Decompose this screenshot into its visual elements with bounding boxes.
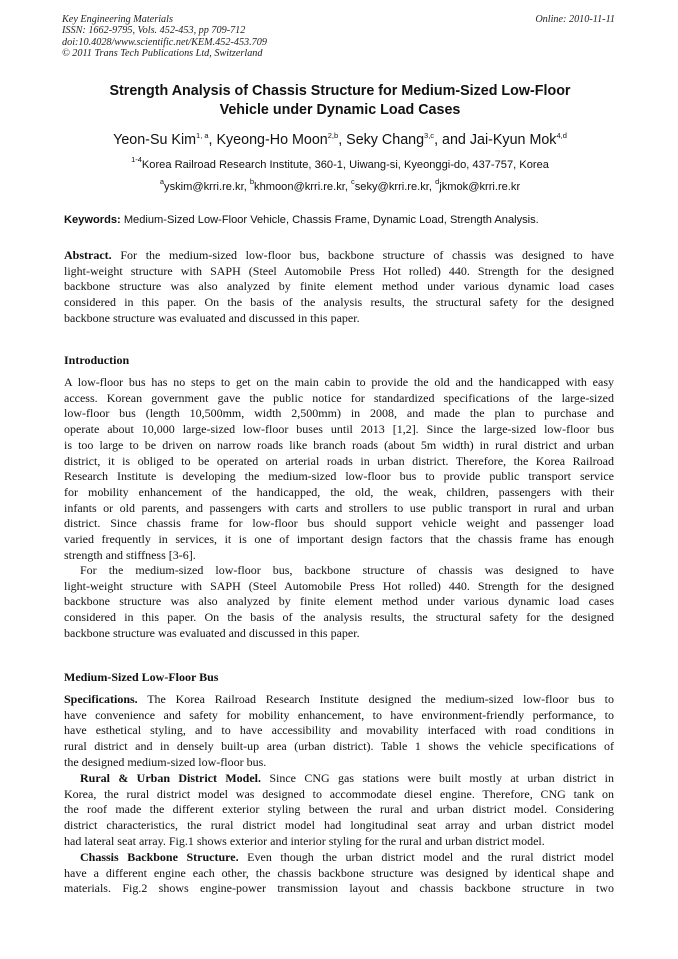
author-sup: 2,b xyxy=(327,131,339,140)
section-heading-bus: Medium-Sized Low-Floor Bus xyxy=(64,670,219,684)
text-line: have convenience and safety for mobility enhancement, to have environment-friendly performance, to xyxy=(64,707,614,722)
text-line: for mobility enhancement of the handicapped, the old, the weak, children, passengers with their xyxy=(64,484,614,499)
text-line: infants or old parents, and passengers with carts and strollers to use public transport in rural and urban xyxy=(64,500,614,515)
email-sup: c xyxy=(351,177,355,186)
text-line: have a different engine each other, the chassis backbone structure was designed by identical shape and xyxy=(64,865,614,880)
author-name: Jai-Kyun Mok xyxy=(469,132,557,148)
text-line xyxy=(64,850,614,866)
text-line: operate about 10,000 large-sized low-floor buses until 2013 [1,2]. Since the large-sized low-floor bus xyxy=(64,422,614,437)
text-line xyxy=(64,771,614,787)
text-line: rural district and in densely built-up area (urban district). Table 1 shows the vehicle specifications of xyxy=(64,739,614,754)
abstract-line xyxy=(64,248,614,264)
title-line: Strength Analysis of Chassis Structure for Medium-Sized Low-Floor xyxy=(109,83,571,99)
text-line: access. Korean government gave the public notice for standardized specifications of the large-sized xyxy=(64,390,614,405)
text-line: the roof made the different exterior styling between the rural and urban district model. Considering xyxy=(64,802,614,817)
section-heading-introduction: Introduction xyxy=(64,353,130,367)
online-date: Online: 2010-11-11 xyxy=(535,14,615,25)
rural-urban-label: Rural & Urban District Model. xyxy=(80,771,261,785)
rural-urban-paragraph xyxy=(64,771,614,850)
keywords xyxy=(64,213,539,227)
text-line: varied frequently in services, it is one of important design factors that the chassis frame has enough xyxy=(64,532,614,547)
keywords-label: Keywords: xyxy=(64,214,121,226)
email-address[interactable]: khmoon@krri.re.kr xyxy=(254,181,345,193)
text-line: is too large to be driven on narrow roads like branch roads (about 5m width) in rural district and urban xyxy=(64,437,614,452)
specifications-label: Specifications. xyxy=(64,692,138,706)
author-sup: 3,c xyxy=(424,131,435,140)
abstract-line: light-weight structure with SAPH (Steel Automobile Press Hot rolled) 440. Strength for the designed xyxy=(64,263,614,278)
text-line: district, it is obliged to be operated on arterial roads in urban district. Therefore, the Korea Railroad xyxy=(64,453,614,468)
text-line: have esthetical styling, and to have accessibility and movability interfaced with road conditions in xyxy=(64,723,614,738)
text-line: light-weight structure with SAPH (Steel Automobile Press Hot rolled) 440. Strength for the designed xyxy=(64,578,614,593)
title-line: Vehicle under Dynamic Load Cases xyxy=(219,102,461,118)
abstract-text: For the medium-sized low-floor bus, backbone structure of chassis was designed to have xyxy=(120,248,615,262)
text-line xyxy=(64,692,614,708)
abstract-line: backbone structure was also analyzed by finite element method under various dynamic load cases xyxy=(64,279,614,294)
author-name: Kyeong-Ho Moon xyxy=(216,132,328,148)
journal-issn: ISSN: 1662-9795, Vols. 452-453, pp 709-712 xyxy=(62,25,246,37)
text-line: backbone structure was also analyzed by finite element method under various dynamic load cases xyxy=(64,594,614,609)
author-name: Yeon-Su Kim xyxy=(113,132,197,148)
text-line: strength and stiffness [3-6]. xyxy=(64,547,196,562)
author-list xyxy=(40,131,640,149)
text-line: materials. Fig.2 shows engine-power transmission layout and chassis backbone structure in two xyxy=(64,881,614,896)
chassis-backbone-label: Chassis Backbone Structure. xyxy=(80,850,239,864)
abstract-label: Abstract. xyxy=(64,248,112,262)
email-address[interactable]: jkmok@krri.re.kr xyxy=(439,181,521,193)
text-line: district. Since chassis frame for low-floor bus should support vehicle weight and passenger load xyxy=(64,516,614,531)
rural-urban-text: Since CNG gas stations were built mostly at urban district in xyxy=(269,771,615,785)
affiliation xyxy=(40,155,640,172)
text-line: low-floor bus (length 10,500mm, width 2,500mm) in 2008, and made the plan to purchase and xyxy=(64,406,614,421)
email-list: $^a$yskim@krri.re.kr, $^b$khmoon@krri.re.kr, $^c$seky@krri.re.kr, $^d$jkmok@krri.re.kr xyxy=(159,177,521,193)
abstract-line: backbone structure was evaluated and discussed in this paper. xyxy=(64,310,360,325)
text-line: had lateral seat array. Fig.1 shows exterior and interior styling for the rural and urban district model. xyxy=(64,833,545,848)
journal-header xyxy=(62,14,267,60)
email-sup: b xyxy=(249,177,255,186)
affiliation-sup: 1-4 xyxy=(131,155,142,164)
author-sup: 1, a xyxy=(196,131,209,140)
chassis-backbone-text: Even though the urban district model and the rural district model xyxy=(247,850,615,864)
introduction-paragraph xyxy=(64,563,614,642)
text-line: A low-floor bus has no steps to get on the main cabin to provide the old and the handicapped with easy xyxy=(64,375,614,389)
paper-title xyxy=(64,82,616,120)
abstract-line: considered in this paper. On the basis of the analysis results, the structural safety for the designed xyxy=(64,295,614,310)
text-line: considered in this paper. On the basis of the analysis results, the structural safety for the designed xyxy=(64,610,614,625)
email-address[interactable]: seky@krri.re.kr xyxy=(354,181,429,193)
author-sep: , xyxy=(338,132,347,148)
text-line: For the medium-sized low-floor bus, backbone structure of chassis was designed to have xyxy=(80,563,614,577)
text-line: backbone structure was evaluated and discussed in this paper. xyxy=(64,625,360,640)
text-line: district characteristics, the rural district model had longitudinal seat array and urban district model xyxy=(64,818,614,833)
journal-name: Key Engineering Materials xyxy=(62,14,173,25)
text-line: Research Institute is developing the medium-sized low-floor bus to provide public transport service xyxy=(64,469,614,484)
chassis-backbone-paragraph xyxy=(64,850,614,897)
author-sep: , xyxy=(208,132,217,148)
keywords-text: Medium-Sized Low-Floor Vehicle, Chassis Frame, Dynamic Load, Strength Analysis. xyxy=(123,214,539,226)
text-line: the designed medium-sized low-floor bus. xyxy=(64,754,267,769)
affiliation-text: Korea Railroad Research Institute, 360-1, Uiwang-si, Kyeonggi-do, 437-757, Korea xyxy=(141,159,549,171)
journal-doi: doi:10.4028/www.scientific.net/KEM.452-453.709 xyxy=(62,36,267,48)
author-sup: 4,d xyxy=(556,131,567,140)
email-sup: a xyxy=(159,177,165,186)
abstract xyxy=(64,248,614,327)
specifications-paragraph xyxy=(64,692,614,771)
journal-copyright: © 2011 Trans Tech Publications Ltd, Switzerland xyxy=(62,48,263,60)
introduction-paragraph xyxy=(64,375,614,563)
author-name: Seky Chang xyxy=(346,132,425,148)
specifications-text: The Korea Railroad Research Institute designed the medium-sized low-floor bus to xyxy=(147,692,614,706)
email-sup: d xyxy=(435,177,440,186)
author-sep: , and xyxy=(434,132,470,148)
email-address[interactable]: yskim@krri.re.kr xyxy=(164,181,244,193)
text-line: Korea, the rural district model was designed to accommodate diesel engine. Therefore, CNG tank on xyxy=(64,786,614,801)
